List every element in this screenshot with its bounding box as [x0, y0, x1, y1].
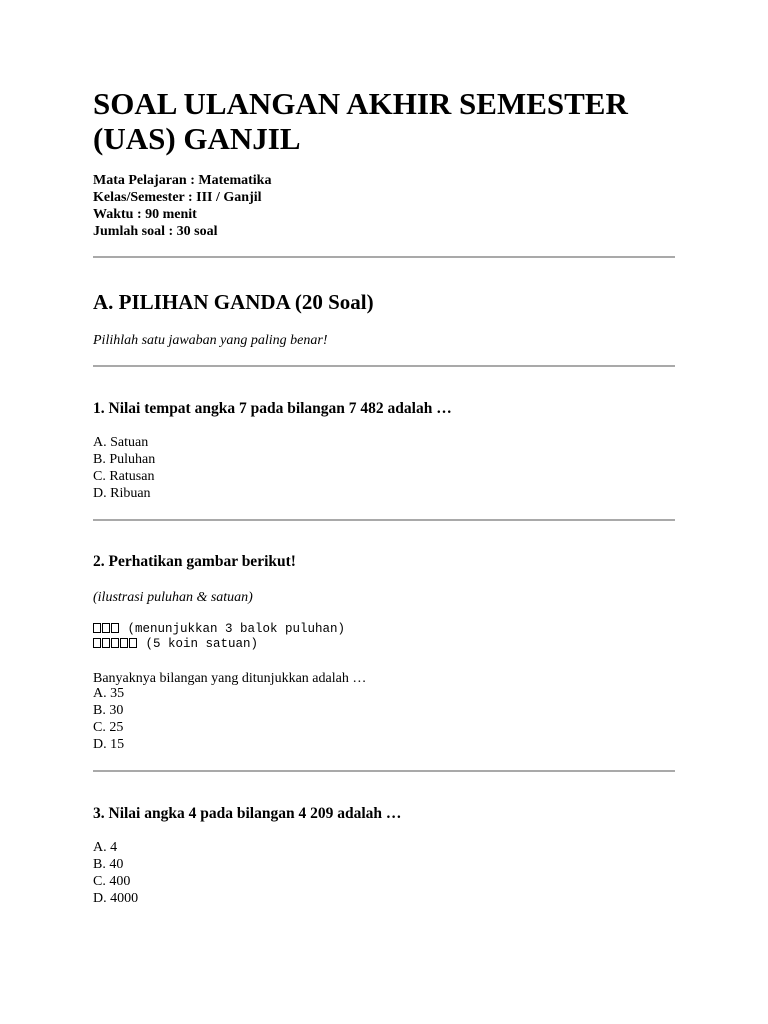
divider — [93, 256, 675, 258]
question-2-options — [93, 685, 124, 753]
option-d: D. 4000 — [93, 891, 139, 906]
tens-block-glyphs — [93, 622, 120, 636]
meta-class-semester: Kelas/Semester : III / Ganjil — [93, 190, 262, 205]
figure-line-ones — [93, 637, 345, 652]
section-instruction: Pilihlah satu jawaban yang paling benar! — [93, 333, 328, 348]
option-b: B. Puluhan — [93, 452, 156, 467]
placeholder-glyph — [102, 638, 110, 648]
option-c: C. 400 — [93, 874, 131, 889]
option-a: A. 35 — [93, 686, 125, 701]
option-b: B. 30 — [93, 703, 124, 718]
option-c: C. Ratusan — [93, 469, 155, 484]
section-title: A. PILIHAN GANDA (20 Soal) — [93, 290, 374, 314]
question-3: 3. Nilai angka 4 pada bilangan 4 209 adalah … — [93, 805, 402, 822]
page-title: SOAL ULANGAN AKHIR SEMESTER (UAS) GANJIL — [93, 86, 628, 156]
option-a: A. 4 — [93, 840, 118, 855]
question-1-options — [93, 434, 155, 502]
question-2-note: (ilustrasi puluhan & satuan) — [93, 590, 253, 605]
placeholder-glyph — [120, 638, 128, 648]
placeholder-glyph — [111, 623, 119, 633]
question-2-prompt: Banyaknya bilangan yang ditunjukkan adalah … — [93, 671, 367, 686]
divider — [93, 519, 675, 521]
option-d: D. 15 — [93, 737, 125, 752]
figure-line-tens — [93, 622, 345, 637]
placeholder-glyph — [93, 623, 101, 633]
option-a: A. Satuan — [93, 435, 149, 450]
question-3-options — [93, 839, 138, 907]
exam-meta — [93, 172, 271, 240]
divider — [93, 365, 675, 367]
question-2: 2. Perhatikan gambar berikut! — [93, 553, 296, 570]
placeholder-glyph — [111, 638, 119, 648]
figure-line-tens-text: (menunjukkan 3 balok puluhan) — [127, 622, 346, 636]
placeholder-glyph — [93, 638, 101, 648]
option-d: D. Ribuan — [93, 486, 151, 501]
ones-coin-glyphs — [93, 637, 138, 651]
meta-duration: Waktu : 90 menit — [93, 207, 197, 222]
meta-question-count: Jumlah soal : 30 soal — [93, 224, 218, 239]
option-b: B. 40 — [93, 857, 124, 872]
meta-subject: Mata Pelajaran : Matematika — [93, 173, 272, 188]
question-1: 1. Nilai tempat angka 7 pada bilangan 7 482 adalah … — [93, 400, 452, 417]
placeholder-glyph — [102, 623, 110, 633]
placeholder-glyph — [129, 638, 137, 648]
option-c: C. 25 — [93, 720, 124, 735]
divider — [93, 770, 675, 772]
figure-line-ones-text: (5 koin satuan) — [145, 637, 259, 651]
question-2-figure — [93, 622, 345, 652]
